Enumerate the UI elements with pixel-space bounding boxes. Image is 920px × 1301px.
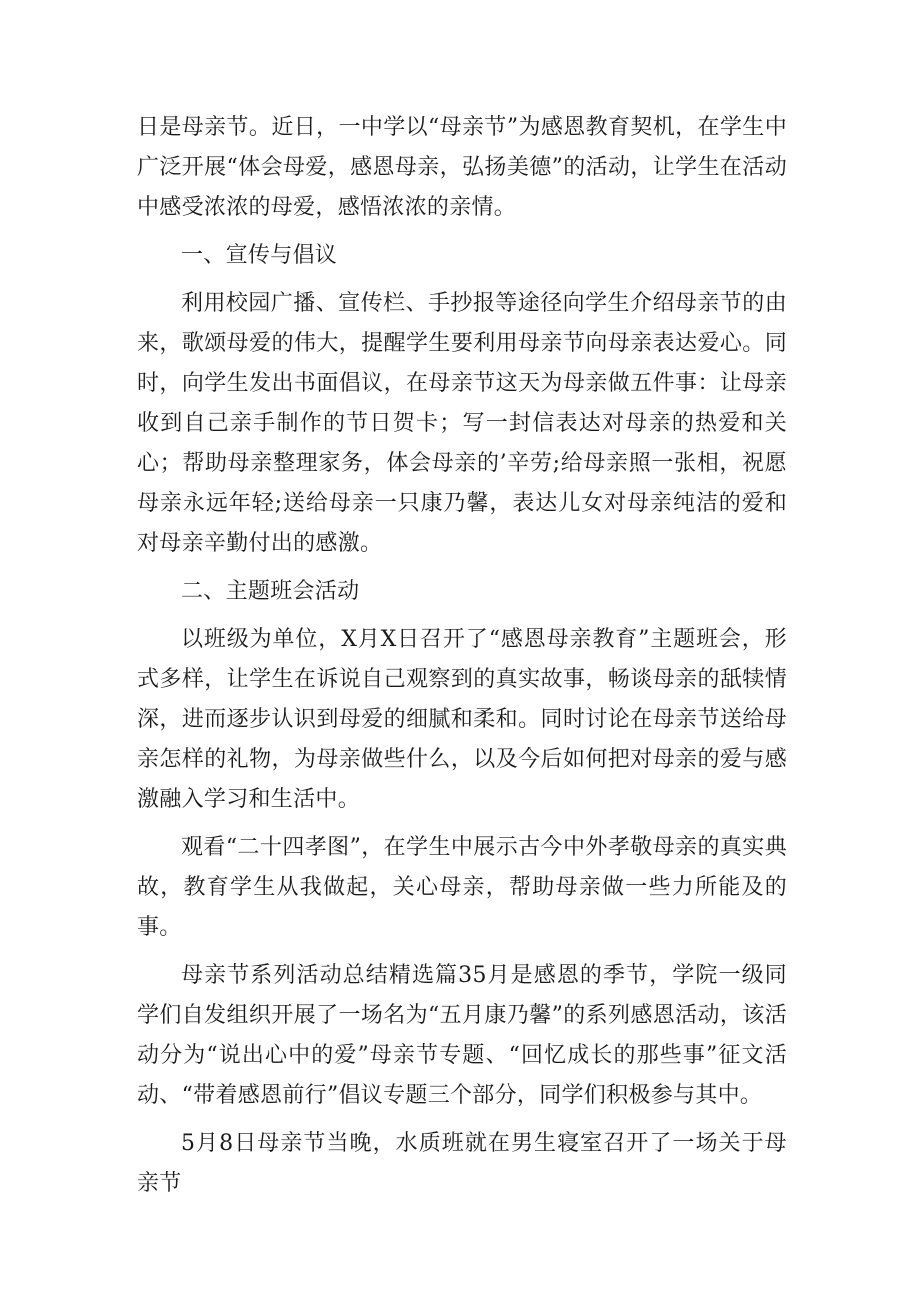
filial-piety-paragraph: 观看“二十四孝图”，在学生中展示古今中外孝敬母亲的真实典故，教育学生从我做起，关心母亲，帮助母亲做一些力所能及的事。 [137, 835, 787, 940]
intro-paragraph: 日是母亲节。近日，一中学以“母亲节”为感恩教育契机，在学生中广泛开展“体会母爱，感恩母亲，弘扬美德”的活动，让学生在活动中感受浓浓的母爱，感悟浓浓的亲情。 [137, 115, 787, 220]
activity-summary-paragraph: 母亲节系列活动总结精选篇35月是感恩的季节，学院一级同学们自发组织开展了一场名为“五月康乃馨”的系列感恩活动，该活动分为“说出心中的爱”母亲节专题、“回忆成长的那些事”征文活动、“带着感恩前行”倡议专题三个部分，同学们积极参与其中。 [137, 963, 787, 1108]
section-heading-class-meeting: 二、主题班会活动 [181, 579, 360, 604]
publicity-paragraph: 利用校园广播、宣传栏、手抄报等途径向学生介绍母亲节的由来，歌颂母爱的伟大，提醒学生要利用母亲节向母亲表达爱心。同时，向学生发出书面倡议，在母亲节这天为母亲做五件事：让母亲收到自己亲手制作的节日贺卡；写一封信表达对母亲的热爱和关心；帮助母亲整理家务，体会母亲的’辛劳;给母亲照一张相，祝愿母亲永远年轻;送给母亲一只康乃馨，表达儿女对母亲纯洁的爱和对母亲辛勤付出的感激。 [137, 291, 787, 556]
section-heading-publicity: 一、宣传与倡议 [181, 243, 338, 268]
mothers-day-evening-paragraph: 5月8日母亲节当晚，水质班就在男生寝室召开了一场关于母亲节 [137, 1131, 787, 1196]
document-body [137, 108, 787, 1212]
class-meeting-paragraph: 以班级为单位，X月X日召开了“感恩母亲教育”主题班会，形式多样，让学生在诉说自己观察到的真实故事，畅谈母亲的舐犊情深，进而逐步认识到母爱的细腻和柔和。同时讨论在母亲节送给母亲怎样的礼物，为母亲做些什么，以及今后如何把对母亲的爱与感激融入学习和生活中。 [137, 627, 787, 812]
